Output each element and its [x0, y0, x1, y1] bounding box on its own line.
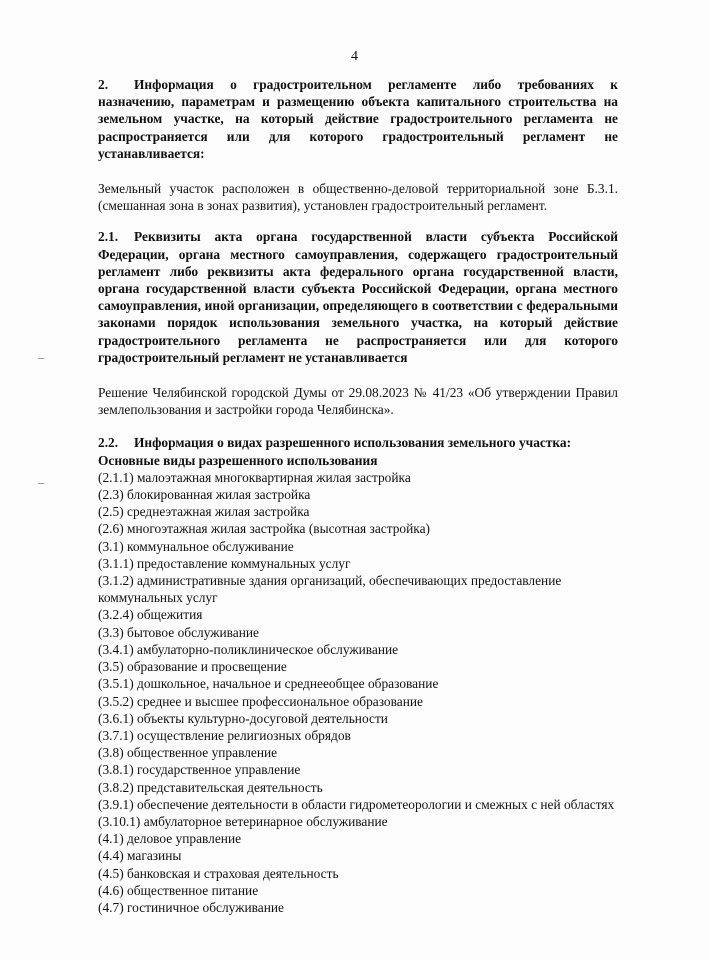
list-item: (4.6) общественное питание: [98, 882, 259, 898]
list-item: (2.5) среднеэтажная жилая застройка: [98, 504, 310, 520]
list-item: (3.10.1) амбулаторное ветеринарное обслуживание: [98, 813, 388, 829]
section-2-1-heading-text: Реквизиты акта органа государственной власти субъекта Российской Федерации, органа местного самоуправления, содержащего градостроительный регламент либо реквизиты акта федерального органа государственной власти, органа государственной власти субъекта Российской Федерации, органа местного самоуправления, иной организации, определяющего в соответствии с федеральными законами порядок использования земельного участка, на который действие градостроительного регламента не распространяется или для которого градостроительный регламент не устанавливается: [98, 229, 618, 365]
list-item: (2.6) многоэтажная жилая застройка (высотная застройка): [98, 521, 430, 537]
list-item: (3.1.1) предоставление коммунальных услуг: [98, 555, 351, 571]
list-item: (4.1) деловое управление: [98, 831, 242, 847]
section-2-1-body: Решение Челябинской городской Думы от 29.08.2023 № 41/23 «Об утверждении Правил землепользования и застройки города Челябинска».: [98, 385, 618, 418]
list-item: (3.5.1) дошкольное, начальное и среднееобщее образование: [98, 676, 439, 692]
list-item: (4.7) гостиничное обслуживание: [98, 899, 284, 915]
list-item: (3.7.1) осуществление религиозных обрядов: [98, 727, 351, 743]
section-2-2-number: 2.2.: [98, 435, 119, 451]
section-2-1-number: 2.1.: [98, 229, 119, 245]
page-number: 4: [351, 49, 358, 64]
list-item: (3.1) коммунальное обслуживание: [98, 538, 294, 554]
scan-margin-mark: [38, 358, 44, 363]
list-item: (3.6.1) объекты культурно-досуговой деятельности: [98, 710, 388, 726]
section-2-heading: [98, 76, 618, 162]
list-item: (4.5) банковская и страховая деятельность: [98, 865, 339, 881]
list-item: (3.8) общественное управление: [98, 745, 278, 761]
list-item: (3.2.4) общежития: [98, 607, 203, 623]
uses-list-title: Основные виды разрешенного использования: [98, 452, 378, 468]
list-item: (3.8.1) государственное управление: [98, 762, 301, 778]
list-item: (3.5.2) среднее и высшее профессиональное образование: [98, 693, 423, 709]
section-2-body: Земельный участок расположен в общественно-деловой территориальной зоне Б.3.1. (смешанная зона в зонах развития), установлен градостроительный регламент.: [98, 181, 618, 214]
section-2-1-heading: [98, 228, 618, 366]
section-2-2-heading: [98, 434, 618, 451]
permitted-uses-list: [98, 469, 618, 916]
list-item: (2.3) блокированная жилая застройка: [98, 487, 311, 503]
list-item: (3.5) образование и просвещение: [98, 659, 287, 675]
list-item: (3.8.2) представительская деятельность: [98, 779, 323, 795]
list-item: (3.9.1) обеспечение деятельности в области гидрометеорологии и смежных с ней областях: [98, 796, 615, 812]
scan-margin-mark: [38, 483, 44, 488]
list-item: (3.3) бытовое обслуживание: [98, 624, 260, 640]
list-item: (3.1.2) административные здания организаций, обеспечивающих предоставление коммунальных услуг: [98, 573, 562, 606]
section-2-heading-text: Информация о градостроительном регламенте либо требованиях к назначению, параметрам и размещению объекта капитального строительства на земельном участке, на который действие градостроительного регламента не распространяется или для которого градостроительный регламент не устанавливается:: [98, 77, 618, 161]
list-item: (3.4.1) амбулаторно-поликлиническое обслуживание: [98, 641, 399, 657]
section-2-number: 2.: [98, 77, 109, 92]
list-item: (4.4) магазины: [98, 848, 182, 864]
section-2-2-heading-text: Информация о видах разрешенного использования земельного участка:: [134, 435, 572, 451]
document-content: [98, 76, 618, 916]
list-item: (2.1.1) малоэтажная многоквартирная жилая застройка: [98, 469, 411, 485]
